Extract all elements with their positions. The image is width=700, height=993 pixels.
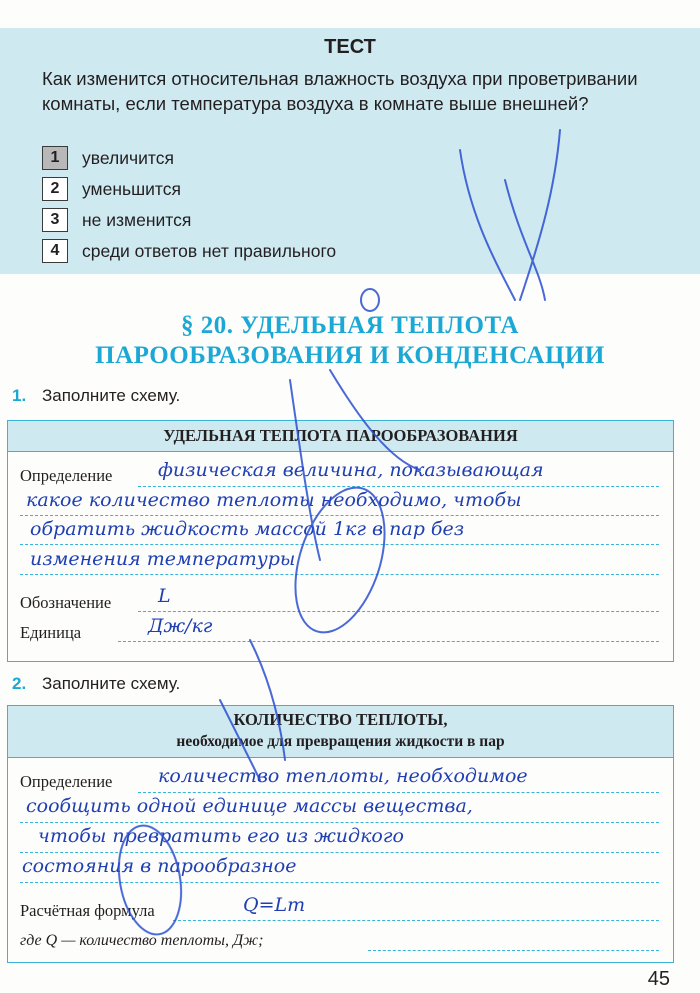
test-option-1[interactable] [42,145,174,171]
task-number: 1. [12,386,27,405]
scribble-circle-small [361,289,379,311]
option-number: 3 [42,208,68,232]
handwritten-definition-3: чтобы превратить его из жидкого [38,825,404,847]
handwritten-symbol: L [158,585,171,607]
answer-line [138,611,659,612]
answer-line [368,950,659,951]
unit-label: Единица [20,623,82,642]
scheme-2-header [8,706,673,758]
footnote: где Q — количество теплоты, Дж; [20,932,264,949]
handwritten-definition-1: физическая величина, показывающая [158,459,544,481]
handwritten-definition-2: какое количество теплоты необходимо, чтобы [26,489,522,511]
answer-line [20,882,659,883]
scheme-2-header-line2: необходимое для превращения жидкости в пар [176,733,505,750]
task-number: 2. [12,674,27,693]
definition-label: Определение [20,466,113,485]
scheme-1-header: УДЕЛЬНАЯ ТЕПЛОТА ПАРООБРАЗОВАНИЯ [8,421,673,452]
test-option-4[interactable] [42,238,336,264]
option-text: среди ответов нет правильного [82,240,337,261]
scheme-2 [7,705,674,963]
handwritten-unit: Дж/кг [148,615,213,637]
option-number: 1 [42,146,68,170]
task-2 [12,674,180,694]
answer-line [138,486,659,487]
answer-line [20,544,659,545]
answer-line [173,920,659,921]
option-text: увеличится [82,147,174,168]
option-text: не изменится [82,209,192,230]
test-title: ТЕСТ [324,36,376,58]
task-text: Заполните схему. [42,386,181,405]
test-option-3[interactable] [42,207,191,233]
handwritten-definition-2: сообщить одной единице массы вещества, [26,795,473,817]
option-number: 4 [42,239,68,263]
symbol-label: Обозначение [20,593,112,612]
section-title-line2: ПАРООБРАЗОВАНИЯ И КОНДЕНСАЦИИ [95,342,605,369]
handwritten-definition-3: обратить жидкость массой 1кг в пар без [30,518,465,540]
answer-line [20,515,659,516]
section-title-line1: § 20. УДЕЛЬНАЯ ТЕПЛОТА [181,312,519,339]
formula-label: Расчётная формула [20,901,155,920]
task-text: Заполните схему. [42,674,181,693]
answer-line [118,641,659,642]
page-number: 45 [647,968,670,990]
option-number: 2 [42,177,68,201]
scheme-1 [7,420,674,662]
handwritten-formula: Q=Lm [243,894,306,916]
answer-line [20,852,659,853]
test-question: Как изменится относительная влажность воздуха при проветривании комнаты, если температура воздуха в комнате выше внешней? [42,68,638,114]
option-text: уменьшится [82,178,181,199]
definition-label: Определение [20,772,113,791]
scheme-2-header-line1: КОЛИЧЕСТВО ТЕПЛОТЫ, [233,710,448,729]
answer-line [20,822,659,823]
handwritten-definition-1: количество теплоты, необходимое [158,765,528,787]
answer-line [20,574,659,575]
answer-line [138,792,659,793]
handwritten-definition-4: состояния в парообразное [22,855,297,877]
task-1 [12,386,180,406]
test-option-2[interactable] [42,176,181,202]
handwritten-definition-4: изменения температуры [30,548,296,570]
